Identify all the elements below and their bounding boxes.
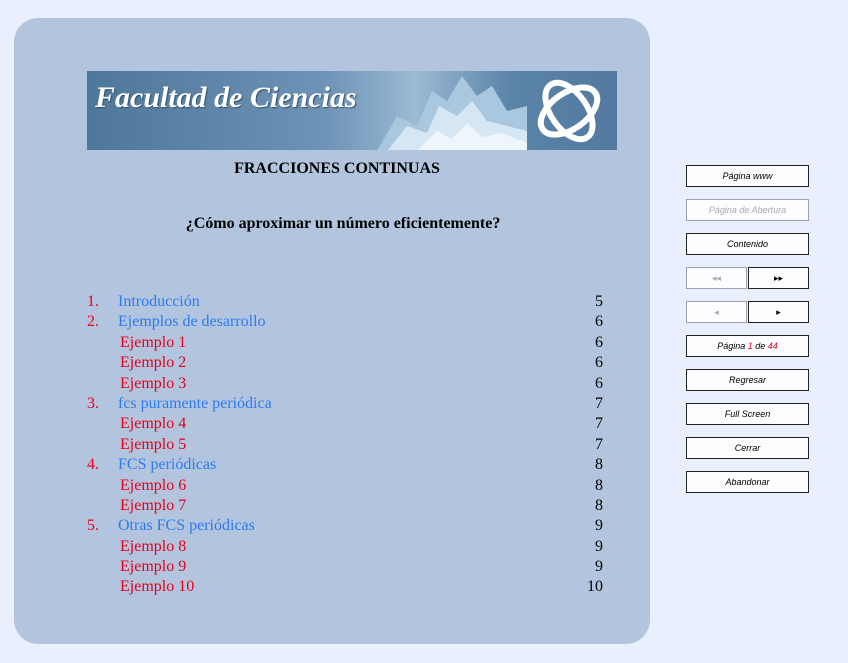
- rewind-icon: ◂◂: [711, 272, 722, 283]
- page-indicator: [686, 335, 809, 357]
- full-screen-button[interactable]: Full Screen: [686, 403, 809, 425]
- last-page-button[interactable]: [748, 267, 809, 289]
- chevron-left-icon: ◂: [714, 306, 719, 317]
- toc-link[interactable]: Ejemplo 6: [120, 476, 187, 494]
- toc-subentry[interactable]: [87, 414, 607, 434]
- toc-page-number: 6: [595, 354, 603, 372]
- toc-page-number: 6: [595, 333, 603, 351]
- toc-link[interactable]: Ejemplo 10: [120, 578, 195, 596]
- current-page: 1: [747, 341, 753, 351]
- toc-subentry[interactable]: [87, 374, 607, 394]
- back-button[interactable]: Regresar: [686, 369, 809, 391]
- page-prefix: Página: [717, 341, 746, 351]
- next-page-button[interactable]: [748, 301, 809, 323]
- quit-button[interactable]: Abandonar: [686, 471, 809, 493]
- fast-forward-icon: ▸▸: [773, 272, 784, 283]
- toc-subentry[interactable]: [87, 496, 607, 516]
- toc-link[interactable]: Introducción: [118, 293, 200, 310]
- toc-link[interactable]: Ejemplo 9: [120, 558, 187, 576]
- toc-subentry[interactable]: [87, 537, 607, 557]
- toc-link[interactable]: Ejemplo 3: [120, 374, 187, 392]
- toc-entry[interactable]: [87, 516, 607, 536]
- www-page-button[interactable]: Página www: [686, 165, 809, 187]
- toc-number: 2.: [87, 313, 99, 331]
- toc-page-number: 6: [595, 374, 603, 392]
- faculty-logo-icon: [525, 71, 613, 150]
- previous-page-button[interactable]: [686, 301, 747, 323]
- toc-link[interactable]: Ejemplo 8: [120, 537, 187, 555]
- faculty-banner: [87, 71, 617, 150]
- toc-subentry[interactable]: [87, 476, 607, 496]
- toc-page-number: 8: [595, 496, 603, 514]
- document-subtitle: ¿Cómo aproximar un número eficientemente?: [185, 215, 501, 232]
- total-pages: 44: [767, 341, 778, 351]
- toc-link[interactable]: Otras FCS periódicas: [118, 517, 255, 535]
- document-title: FRACCIONES CONTINUAS: [234, 160, 440, 177]
- toc-page-number: 9: [595, 558, 603, 576]
- toc-page-number: 8: [595, 476, 603, 494]
- first-page-button[interactable]: [686, 267, 747, 289]
- contents-button[interactable]: Contenido: [686, 233, 809, 255]
- toc-page-number: 6: [595, 313, 603, 331]
- toc-number: 4.: [87, 456, 99, 474]
- page-of: de: [755, 341, 766, 351]
- toc-page-number: 7: [595, 435, 603, 453]
- toc-link[interactable]: Ejemplo 2: [120, 354, 187, 372]
- toc-subentry[interactable]: [87, 435, 607, 455]
- toc-subentry[interactable]: [87, 557, 607, 577]
- toc-page-number: 9: [595, 517, 603, 535]
- toc-link[interactable]: FCS periódicas: [118, 456, 217, 474]
- toc-link[interactable]: Ejemplo 5: [120, 435, 187, 453]
- chevron-right-icon: ▸: [776, 306, 781, 317]
- toc-subentry[interactable]: [87, 333, 607, 353]
- opening-page-button[interactable]: Página de Abertura: [686, 199, 809, 221]
- toc-entry[interactable]: [87, 312, 607, 332]
- toc-page-number: 9: [595, 537, 603, 555]
- toc-number: 3.: [87, 394, 99, 412]
- toc-number: 1.: [87, 293, 99, 310]
- table-of-contents: [87, 292, 607, 598]
- toc-entry[interactable]: [87, 292, 607, 312]
- toc-link[interactable]: Ejemplos de desarrollo: [118, 313, 266, 331]
- toc-subentry[interactable]: [87, 353, 607, 373]
- toc-entry[interactable]: [87, 455, 607, 475]
- toc-page-number: 8: [595, 456, 603, 474]
- toc-link[interactable]: Ejemplo 1: [120, 333, 187, 351]
- toc-entry[interactable]: [87, 394, 607, 414]
- toc-link[interactable]: Ejemplo 7: [120, 496, 187, 514]
- toc-subentry[interactable]: [87, 577, 607, 597]
- toc-link[interactable]: fcs puramente periódica: [118, 394, 272, 412]
- toc-number: 5.: [87, 517, 99, 535]
- close-button[interactable]: Cerrar: [686, 437, 809, 459]
- banner-title: Facultad de Ciencias: [95, 81, 357, 114]
- toc-page-number: 10: [587, 578, 603, 596]
- toc-page-number: 7: [595, 394, 603, 412]
- iceberg-image: [377, 71, 527, 150]
- toc-page-number: 5: [595, 293, 603, 310]
- toc-page-number: 7: [595, 415, 603, 433]
- toc-link[interactable]: Ejemplo 4: [120, 415, 187, 433]
